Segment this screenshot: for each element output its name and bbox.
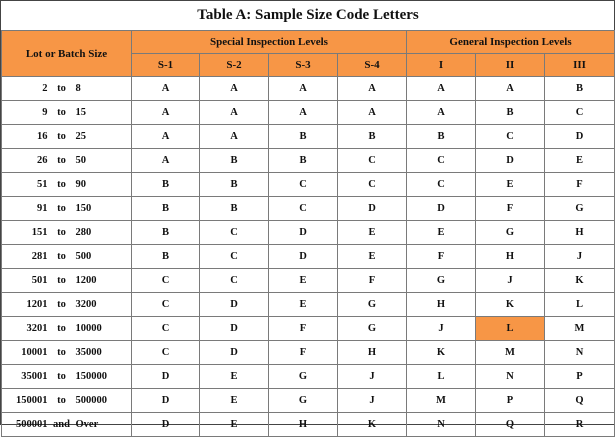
code-letter-cell: A bbox=[132, 125, 200, 149]
code-letter-cell: B bbox=[132, 197, 200, 221]
code-letter-cell: F bbox=[269, 317, 338, 341]
table-row bbox=[2, 341, 615, 365]
general-levels-header: General Inspection Levels bbox=[407, 31, 615, 54]
code-letter-cell: C bbox=[269, 197, 338, 221]
lot-size-cell bbox=[2, 125, 132, 149]
lot-size-cell bbox=[2, 221, 132, 245]
code-letter-cell: C bbox=[132, 341, 200, 365]
code-letter-cell: M bbox=[476, 341, 545, 365]
code-letter-cell: Q bbox=[476, 413, 545, 437]
code-letter-cell: F bbox=[269, 341, 338, 365]
lot-size-cell bbox=[2, 293, 132, 317]
code-letter-cell: A bbox=[476, 77, 545, 101]
code-letter-cell: C bbox=[338, 173, 407, 197]
level-header-s3: S-3 bbox=[269, 54, 338, 77]
code-letter-cell: H bbox=[407, 293, 476, 317]
lot-size-separator: to bbox=[57, 395, 66, 406]
code-letter-cell: L bbox=[407, 365, 476, 389]
lot-size-separator: to bbox=[57, 83, 66, 94]
code-letter-cell: D bbox=[545, 125, 615, 149]
code-letter-cell: C bbox=[407, 173, 476, 197]
table-row bbox=[2, 389, 615, 413]
lot-size-max: 3200 bbox=[75, 299, 97, 310]
lot-size-max: 150 bbox=[75, 203, 92, 214]
code-letter-cell: J bbox=[476, 269, 545, 293]
code-letter-cell: D bbox=[338, 197, 407, 221]
code-letter-cell: M bbox=[545, 317, 615, 341]
code-letter-cell: F bbox=[476, 197, 545, 221]
lot-size-max: 280 bbox=[75, 227, 92, 238]
code-letter-cell: L bbox=[545, 293, 615, 317]
lot-size-separator: to bbox=[57, 323, 66, 334]
lot-size-min: 1201 bbox=[26, 299, 48, 310]
lot-size-separator: to bbox=[57, 299, 66, 310]
lot-size-min: 3201 bbox=[26, 323, 48, 334]
code-letter-cell: G bbox=[407, 269, 476, 293]
level-header-i: I bbox=[407, 54, 476, 77]
code-letter-cell: Q bbox=[545, 389, 615, 413]
code-letter-cell: P bbox=[545, 365, 615, 389]
code-letter-cell: N bbox=[407, 413, 476, 437]
code-letter-cell: A bbox=[200, 77, 269, 101]
lot-size-max: 8 bbox=[75, 83, 81, 94]
lot-size-min: 9 bbox=[42, 107, 48, 118]
code-letter-cell: C bbox=[200, 221, 269, 245]
table-row bbox=[2, 125, 615, 149]
table-row bbox=[2, 317, 615, 341]
lot-size-max: 500000 bbox=[75, 395, 107, 406]
lot-size-max: 35000 bbox=[75, 347, 102, 358]
code-letter-cell: B bbox=[132, 173, 200, 197]
code-letter-cell: E bbox=[269, 269, 338, 293]
lot-size-min: 281 bbox=[31, 251, 48, 262]
code-letter-cell: E bbox=[338, 221, 407, 245]
code-letter-cell: A bbox=[407, 101, 476, 125]
code-letter-cell: B bbox=[407, 125, 476, 149]
lot-size-max: 50 bbox=[75, 155, 86, 166]
code-letter-cell: B bbox=[200, 173, 269, 197]
code-letter-cell: C bbox=[132, 317, 200, 341]
lot-size-min: 10001 bbox=[21, 347, 48, 358]
sample-size-code-table bbox=[1, 1, 615, 437]
lot-size-min: 16 bbox=[37, 131, 48, 142]
code-letter-cell: D bbox=[200, 317, 269, 341]
lot-size-cell bbox=[2, 173, 132, 197]
code-letter-cell: E bbox=[200, 365, 269, 389]
code-letter-cell: B bbox=[132, 221, 200, 245]
lot-size-cell bbox=[2, 269, 132, 293]
code-letter-cell: G bbox=[269, 365, 338, 389]
lot-size-max: 150000 bbox=[75, 371, 107, 382]
level-header-s4: S-4 bbox=[338, 54, 407, 77]
code-letter-cell: D bbox=[200, 341, 269, 365]
code-letter-cell: E bbox=[545, 149, 615, 173]
code-letter-cell: P bbox=[476, 389, 545, 413]
lot-size-cell bbox=[2, 197, 132, 221]
code-letter-cell: G bbox=[269, 389, 338, 413]
code-letter-cell: A bbox=[200, 101, 269, 125]
lot-size-separator: and bbox=[53, 419, 70, 430]
code-letter-cell: H bbox=[476, 245, 545, 269]
lot-size-max: 500 bbox=[75, 251, 92, 262]
lot-size-header: Lot or Batch Size bbox=[2, 31, 132, 77]
table-row bbox=[2, 149, 615, 173]
lot-size-cell bbox=[2, 341, 132, 365]
lot-size-separator: to bbox=[57, 347, 66, 358]
code-letter-cell: A bbox=[200, 125, 269, 149]
lot-size-cell bbox=[2, 149, 132, 173]
code-letter-cell: A bbox=[132, 77, 200, 101]
code-letter-cell: E bbox=[269, 293, 338, 317]
table-row bbox=[2, 293, 615, 317]
code-letter-cell: A bbox=[338, 101, 407, 125]
lot-size-max: 25 bbox=[75, 131, 86, 142]
code-letter-cell: J bbox=[545, 245, 615, 269]
table-row bbox=[2, 269, 615, 293]
code-letter-cell: G bbox=[338, 317, 407, 341]
code-letter-cell: C bbox=[407, 149, 476, 173]
code-letter-cell: J bbox=[407, 317, 476, 341]
code-letter-cell: D bbox=[132, 413, 200, 437]
code-letter-cell: B bbox=[269, 149, 338, 173]
code-letter-cell: A bbox=[269, 77, 338, 101]
code-letter-cell: B bbox=[200, 149, 269, 173]
code-letter-cell: F bbox=[338, 269, 407, 293]
code-letter-cell: D bbox=[476, 149, 545, 173]
code-letter-cell: B bbox=[338, 125, 407, 149]
code-letter-cell: F bbox=[545, 173, 615, 197]
table-title: Table A: Sample Size Code Letters bbox=[2, 1, 615, 31]
code-letter-cell: K bbox=[545, 269, 615, 293]
code-letter-cell: G bbox=[338, 293, 407, 317]
code-letter-cell: C bbox=[269, 173, 338, 197]
level-header-iii: III bbox=[545, 54, 615, 77]
lot-size-max: 90 bbox=[75, 179, 86, 190]
lot-size-min: 500001 bbox=[16, 419, 48, 430]
code-letter-cell: B bbox=[269, 125, 338, 149]
lot-size-separator: to bbox=[57, 275, 66, 286]
code-letter-cell: B bbox=[476, 101, 545, 125]
code-letter-cell: C bbox=[132, 293, 200, 317]
lot-size-max: 1200 bbox=[75, 275, 97, 286]
lot-size-max: 15 bbox=[75, 107, 86, 118]
code-letter-cell: H bbox=[338, 341, 407, 365]
code-letter-cell: H bbox=[545, 221, 615, 245]
table-row bbox=[2, 101, 615, 125]
code-letter-cell: A bbox=[407, 77, 476, 101]
code-letter-cell: A bbox=[269, 101, 338, 125]
lot-size-cell bbox=[2, 101, 132, 125]
lot-size-min: 35001 bbox=[21, 371, 48, 382]
lot-size-separator: to bbox=[57, 371, 66, 382]
level-header-s1: S-1 bbox=[132, 54, 200, 77]
code-letter-cell: B bbox=[545, 77, 615, 101]
lot-size-separator: to bbox=[57, 227, 66, 238]
code-letter-cell: N bbox=[545, 341, 615, 365]
code-letter-cell: C bbox=[200, 245, 269, 269]
table-row bbox=[2, 221, 615, 245]
lot-size-separator: to bbox=[57, 155, 66, 166]
code-letter-cell: G bbox=[476, 221, 545, 245]
lot-size-min: 51 bbox=[37, 179, 48, 190]
code-letter-cell: C bbox=[132, 269, 200, 293]
code-letter-cell: A bbox=[338, 77, 407, 101]
table-row bbox=[2, 365, 615, 389]
code-letter-cell: K bbox=[407, 341, 476, 365]
code-letter-cell: D bbox=[200, 293, 269, 317]
code-letter-cell: K bbox=[476, 293, 545, 317]
lot-size-min: 150001 bbox=[16, 395, 48, 406]
code-letter-cell: D bbox=[407, 197, 476, 221]
lot-size-cell bbox=[2, 245, 132, 269]
code-letter-cell: E bbox=[407, 221, 476, 245]
lot-size-cell bbox=[2, 365, 132, 389]
level-header-s2: S-2 bbox=[200, 54, 269, 77]
lot-size-separator: to bbox=[57, 131, 66, 142]
lot-size-separator: to bbox=[57, 107, 66, 118]
code-letter-cell: C bbox=[338, 149, 407, 173]
code-letter-cell: H bbox=[269, 413, 338, 437]
lot-size-max: Over bbox=[75, 419, 99, 430]
lot-size-cell bbox=[2, 389, 132, 413]
code-letter-cell: D bbox=[269, 221, 338, 245]
special-levels-header: Special Inspection Levels bbox=[132, 31, 407, 54]
code-letter-cell: N bbox=[476, 365, 545, 389]
code-letter-cell: C bbox=[545, 101, 615, 125]
code-letter-cell: F bbox=[407, 245, 476, 269]
lot-size-separator: to bbox=[57, 179, 66, 190]
lot-size-min: 26 bbox=[37, 155, 48, 166]
level-header-ii: II bbox=[476, 54, 545, 77]
highlighted-code-cell: L bbox=[476, 317, 545, 341]
lot-size-separator: to bbox=[57, 203, 66, 214]
code-letter-cell: C bbox=[476, 125, 545, 149]
lot-size-cell bbox=[2, 317, 132, 341]
code-letter-cell: G bbox=[545, 197, 615, 221]
code-letter-cell: C bbox=[200, 269, 269, 293]
code-letter-cell: R bbox=[545, 413, 615, 437]
code-letter-cell: A bbox=[132, 101, 200, 125]
code-letter-cell: E bbox=[338, 245, 407, 269]
table-body bbox=[2, 77, 615, 437]
code-letter-cell: E bbox=[200, 389, 269, 413]
lot-size-min: 91 bbox=[37, 203, 48, 214]
code-letter-cell: A bbox=[132, 149, 200, 173]
lot-size-min: 501 bbox=[31, 275, 48, 286]
lot-size-min: 151 bbox=[31, 227, 48, 238]
code-letter-cell: B bbox=[200, 197, 269, 221]
table-row bbox=[2, 173, 615, 197]
code-letter-cell: K bbox=[338, 413, 407, 437]
table-row bbox=[2, 77, 615, 101]
code-letter-cell: E bbox=[200, 413, 269, 437]
code-letter-cell: B bbox=[132, 245, 200, 269]
lot-size-cell bbox=[2, 77, 132, 101]
table-row bbox=[2, 197, 615, 221]
table-row bbox=[2, 245, 615, 269]
code-letter-cell: E bbox=[476, 173, 545, 197]
lot-size-min: 2 bbox=[42, 83, 48, 94]
code-letter-cell: D bbox=[132, 389, 200, 413]
lot-size-max: 10000 bbox=[75, 323, 102, 334]
code-letter-cell: M bbox=[407, 389, 476, 413]
code-letter-cell: J bbox=[338, 389, 407, 413]
code-letter-cell: D bbox=[132, 365, 200, 389]
code-letter-cell: D bbox=[269, 245, 338, 269]
code-letter-cell: J bbox=[338, 365, 407, 389]
lot-size-separator: to bbox=[57, 251, 66, 262]
